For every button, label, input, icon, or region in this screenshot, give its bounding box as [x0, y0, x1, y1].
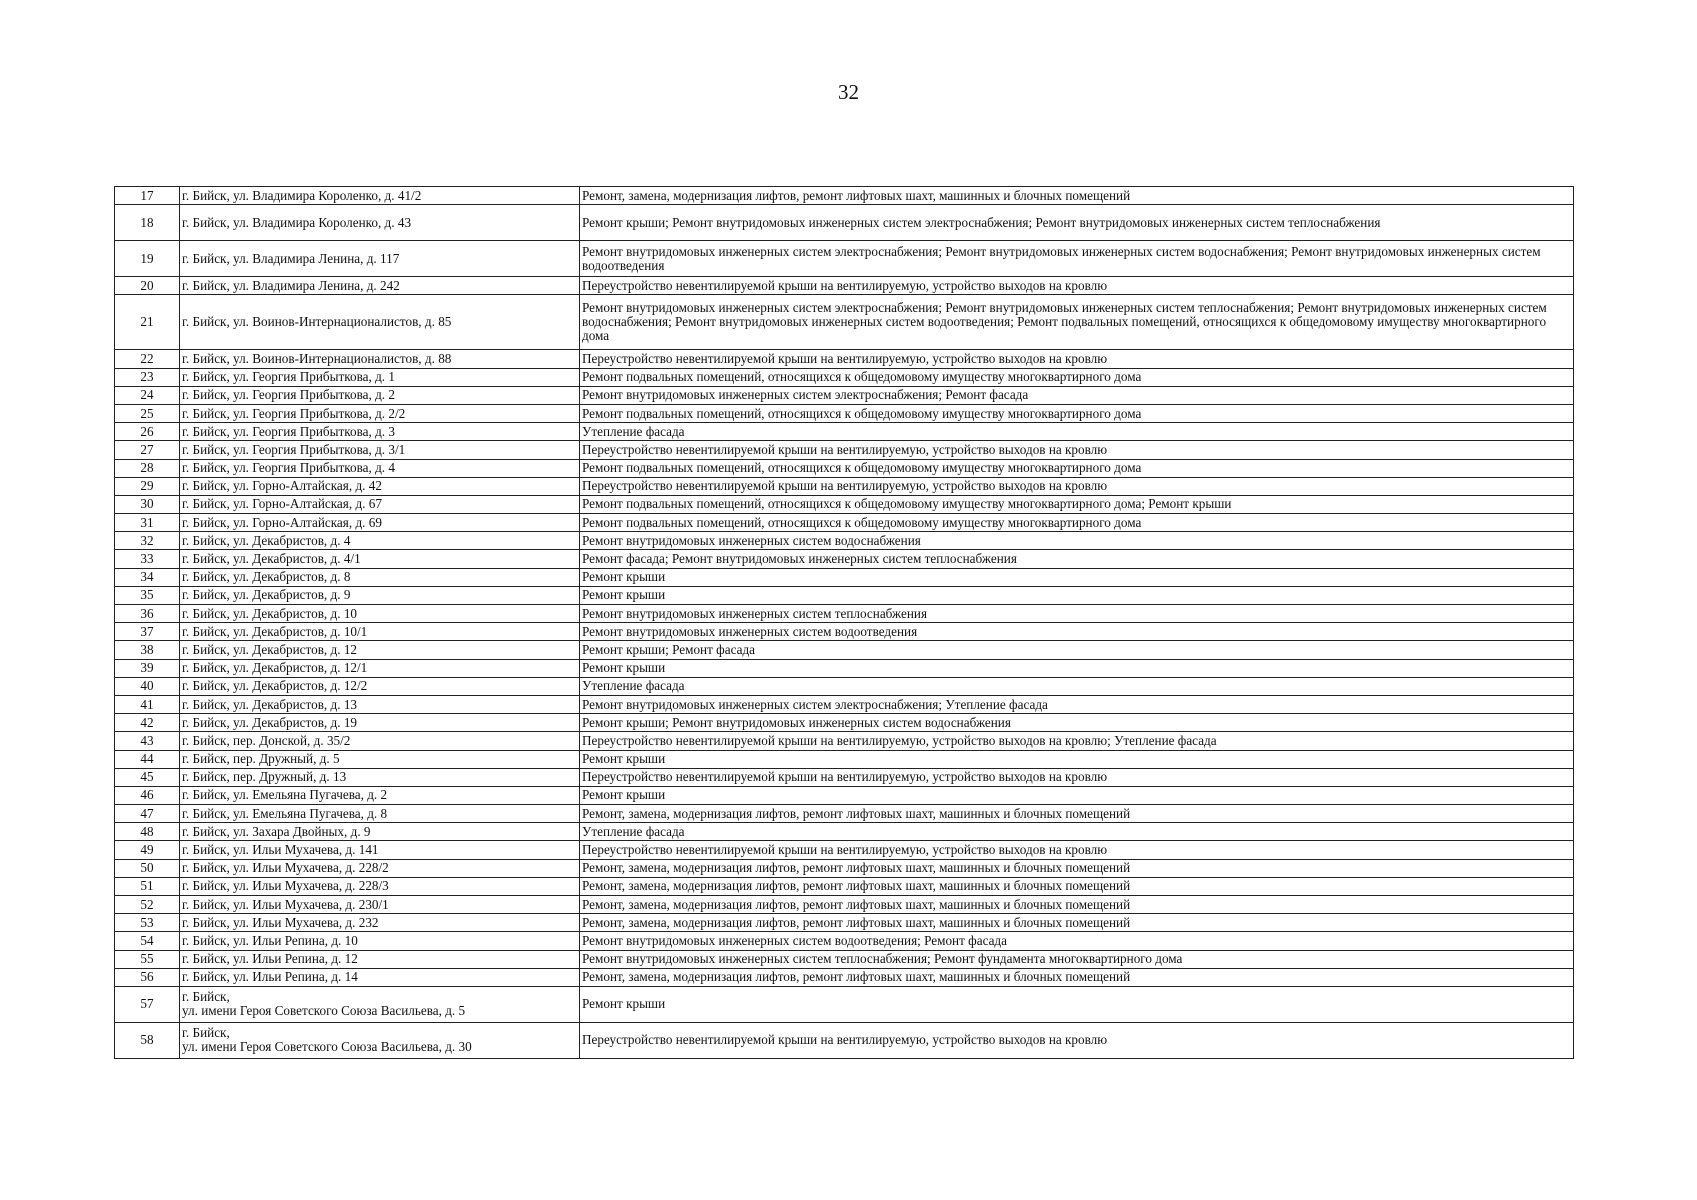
table-row [115, 823, 1574, 841]
row-number-cell: 23 [115, 368, 180, 386]
address-cell: г. Бийск, пер. Дружный, д. 5 [180, 750, 580, 768]
row-number-cell: 58 [115, 1022, 180, 1058]
table-row [115, 550, 1574, 568]
work-type-cell: Переустройство невентилируемой крыши на вентилируемую, устройство выходов на кровлю [580, 441, 1574, 459]
work-type-cell: Ремонт крыши [580, 786, 1574, 804]
work-type-cell: Ремонт, замена, модернизация лифтов, ремонт лифтовых шахт, машинных и блочных помещений [580, 187, 1574, 205]
work-type-cell: Ремонт внутридомовых инженерных систем водоснабжения [580, 532, 1574, 550]
address-cell: г. Бийск, ул. Декабристов, д. 12/2 [180, 677, 580, 695]
row-number-cell: 50 [115, 859, 180, 877]
row-number-cell: 51 [115, 877, 180, 895]
work-type-cell: Ремонт, замена, модернизация лифтов, ремонт лифтовых шахт, машинных и блочных помещений [580, 859, 1574, 877]
work-type-cell: Ремонт подвальных помещений, относящихся к общедомовому имуществу многоквартирного дома [580, 404, 1574, 422]
table-row [115, 659, 1574, 677]
row-number-cell: 37 [115, 623, 180, 641]
table-row [115, 695, 1574, 713]
table-row [115, 423, 1574, 441]
work-type-cell: Ремонт подвальных помещений, относящихся к общедомовому имуществу многоквартирного дома [580, 459, 1574, 477]
work-type-cell: Переустройство невентилируемой крыши на вентилируемую, устройство выходов на кровлю [580, 841, 1574, 859]
address-cell: г. Бийск, ул. Декабристов, д. 9 [180, 586, 580, 604]
work-type-cell: Ремонт подвальных помещений, относящихся к общедомовому имуществу многоквартирного дома; Ремонт крыши [580, 495, 1574, 513]
row-number-cell: 35 [115, 586, 180, 604]
row-number-cell: 44 [115, 750, 180, 768]
row-number-cell: 56 [115, 968, 180, 986]
row-number-cell: 25 [115, 404, 180, 422]
work-type-cell: Ремонт, замена, модернизация лифтов, ремонт лифтовых шахт, машинных и блочных помещений [580, 914, 1574, 932]
address-cell: г. Бийск, ул. Воинов-Интернационалистов, д. 85 [180, 295, 580, 350]
address-cell: г. Бийск, ул. Ильи Мухачева, д. 141 [180, 841, 580, 859]
row-number-cell: 52 [115, 896, 180, 914]
row-number-cell: 49 [115, 841, 180, 859]
table-row [115, 986, 1574, 1022]
work-type-cell: Переустройство невентилируемой крыши на вентилируемую, устройство выходов на кровлю [580, 277, 1574, 295]
table-row [115, 786, 1574, 804]
row-number-cell: 24 [115, 386, 180, 404]
address-cell: г. Бийск, ул. Декабристов, д. 12/1 [180, 659, 580, 677]
address-cell: г. Бийск, ул. Горно-Алтайская, д. 69 [180, 514, 580, 532]
table-row [115, 532, 1574, 550]
work-type-cell: Ремонт крыши [580, 586, 1574, 604]
address-cell: г. Бийск, ул. Емельяна Пугачева, д. 2 [180, 786, 580, 804]
work-type-cell: Переустройство невентилируемой крыши на вентилируемую, устройство выходов на кровлю; Утепление фасада [580, 732, 1574, 750]
address-cell: г. Бийск, ул. Декабристов, д. 19 [180, 714, 580, 732]
address-cell: г. Бийск, ул. Владимира Ленина, д. 242 [180, 277, 580, 295]
row-number-cell: 34 [115, 568, 180, 586]
table-row [115, 932, 1574, 950]
address-cell: г. Бийск, ул. Декабристов, д. 13 [180, 695, 580, 713]
work-type-cell: Ремонт крыши [580, 750, 1574, 768]
address-cell: г. Бийск, ул. Георгия Прибыткова, д. 3 [180, 423, 580, 441]
row-number-cell: 20 [115, 277, 180, 295]
address-cell: г. Бийск, ул. Декабристов, д. 10 [180, 605, 580, 623]
table-row [115, 641, 1574, 659]
table-row [115, 732, 1574, 750]
address-cell: г. Бийск, ул. Ильи Репина, д. 12 [180, 950, 580, 968]
table-row [115, 914, 1574, 932]
row-number-cell: 39 [115, 659, 180, 677]
table-row [115, 441, 1574, 459]
table-row [115, 714, 1574, 732]
row-number-cell: 55 [115, 950, 180, 968]
table-row [115, 386, 1574, 404]
row-number-cell: 30 [115, 495, 180, 513]
table-row [115, 350, 1574, 368]
row-number-cell: 33 [115, 550, 180, 568]
address-cell: г. Бийск, ул. Владимира Короленко, д. 41/2 [180, 187, 580, 205]
work-type-cell: Ремонт, замена, модернизация лифтов, ремонт лифтовых шахт, машинных и блочных помещений [580, 805, 1574, 823]
table-row [115, 841, 1574, 859]
address-cell: г. Бийск, ул. Георгия Прибыткова, д. 4 [180, 459, 580, 477]
row-number-cell: 53 [115, 914, 180, 932]
address-cell: г. Бийск, пер. Дружный, д. 13 [180, 768, 580, 786]
work-type-cell: Ремонт подвальных помещений, относящихся к общедомовому имуществу многоквартирного дома [580, 368, 1574, 386]
page-number: 32 [838, 80, 859, 104]
work-type-cell: Ремонт, замена, модернизация лифтов, ремонт лифтовых шахт, машинных и блочных помещений [580, 877, 1574, 895]
work-type-cell: Ремонт внутридомовых инженерных систем теплоснабжения [580, 605, 1574, 623]
row-number-cell: 43 [115, 732, 180, 750]
work-type-cell: Ремонт фасада; Ремонт внутридомовых инженерных систем теплоснабжения [580, 550, 1574, 568]
work-type-cell: Ремонт крыши; Ремонт фасада [580, 641, 1574, 659]
row-number-cell: 54 [115, 932, 180, 950]
work-type-cell: Утепление фасада [580, 823, 1574, 841]
row-number-cell: 28 [115, 459, 180, 477]
table-row [115, 950, 1574, 968]
table-row [115, 750, 1574, 768]
address-cell: г. Бийск, ул. Горно-Алтайская, д. 67 [180, 495, 580, 513]
table-row [115, 968, 1574, 986]
table-row [115, 805, 1574, 823]
work-type-cell: Ремонт внутридомовых инженерных систем электроснабжения; Утепление фасада [580, 695, 1574, 713]
table-row [115, 277, 1574, 295]
row-number-cell: 48 [115, 823, 180, 841]
table-row [115, 205, 1574, 241]
address-cell: г. Бийск, ул. Георгия Прибыткова, д. 1 [180, 368, 580, 386]
address-cell: г. Бийск, ул. Воинов-Интернационалистов, д. 88 [180, 350, 580, 368]
row-number-cell: 17 [115, 187, 180, 205]
row-number-cell: 32 [115, 532, 180, 550]
row-number-cell: 31 [115, 514, 180, 532]
row-number-cell: 47 [115, 805, 180, 823]
table-row [115, 187, 1574, 205]
address-cell: г. Бийск, ул. Емельяна Пугачева, д. 8 [180, 805, 580, 823]
address-cell: г. Бийск, пер. Донской, д. 35/2 [180, 732, 580, 750]
row-number-cell: 40 [115, 677, 180, 695]
work-type-cell: Ремонт внутридомовых инженерных систем электроснабжения; Ремонт внутридомовых инженерных систем водоснабжения; Ремонт внутридомовых инженерных систем водоотведения [580, 241, 1574, 277]
table-row [115, 877, 1574, 895]
table-row [115, 859, 1574, 877]
address-cell: г. Бийск, ул. Декабристов, д. 4 [180, 532, 580, 550]
address-cell: г. Бийск, ул. Георгия Прибыткова, д. 3/1 [180, 441, 580, 459]
row-number-cell: 36 [115, 605, 180, 623]
address-cell: г. Бийск, ул. Горно-Алтайская, д. 42 [180, 477, 580, 495]
address-cell: г. Бийск, ул. Декабристов, д. 12 [180, 641, 580, 659]
address-cell: г. Бийск, ул. Владимира Короленко, д. 43 [180, 205, 580, 241]
work-type-cell: Ремонт, замена, модернизация лифтов, ремонт лифтовых шахт, машинных и блочных помещений [580, 968, 1574, 986]
work-type-cell: Переустройство невентилируемой крыши на вентилируемую, устройство выходов на кровлю [580, 350, 1574, 368]
buildings-repair-table [114, 186, 1574, 1059]
address-cell: г. Бийск, ул. Декабристов, д. 4/1 [180, 550, 580, 568]
row-number-cell: 19 [115, 241, 180, 277]
work-type-cell: Ремонт внутридомовых инженерных систем электроснабжения; Ремонт внутридомовых инженерных систем теплоснабжения; Ремонт внутридомовых инженерных систем водоснабжения; Ремонт внутридомовых инженерных систем водоотведения; Ремонт подвальных помещений, относящихся к общедомовому имуществу многоквартирного дома [580, 295, 1574, 350]
table-row [115, 623, 1574, 641]
work-type-cell: Ремонт крыши [580, 986, 1574, 1022]
row-number-cell: 26 [115, 423, 180, 441]
address-cell: г. Бийск, ул. Декабристов, д. 8 [180, 568, 580, 586]
table-row [115, 459, 1574, 477]
table-row [115, 404, 1574, 422]
work-type-cell: Ремонт внутридомовых инженерных систем электроснабжения; Ремонт фасада [580, 386, 1574, 404]
work-type-cell: Ремонт крыши [580, 659, 1574, 677]
row-number-cell: 38 [115, 641, 180, 659]
table-row [115, 514, 1574, 532]
table-row [115, 768, 1574, 786]
table-row [115, 896, 1574, 914]
address-cell: г. Бийск, ул. имени Героя Советского Союза Васильева, д. 30 [180, 1022, 580, 1058]
work-type-cell: Ремонт внутридомовых инженерных систем теплоснабжения; Ремонт фундамента многоквартирного дома [580, 950, 1574, 968]
row-number-cell: 27 [115, 441, 180, 459]
address-cell: г. Бийск, ул. Георгия Прибыткова, д. 2/2 [180, 404, 580, 422]
work-type-cell: Ремонт внутридомовых инженерных систем водоотведения; Ремонт фасада [580, 932, 1574, 950]
work-type-cell: Ремонт крыши [580, 568, 1574, 586]
work-type-cell: Ремонт подвальных помещений, относящихся к общедомовому имуществу многоквартирного дома [580, 514, 1574, 532]
address-cell: г. Бийск, ул. Ильи Репина, д. 10 [180, 932, 580, 950]
table-row [115, 295, 1574, 350]
work-type-cell: Ремонт крыши; Ремонт внутридомовых инженерных систем электроснабжения; Ремонт внутридомовых инженерных систем теплоснабжения [580, 205, 1574, 241]
row-number-cell: 57 [115, 986, 180, 1022]
address-cell: г. Бийск, ул. Ильи Мухачева, д. 230/1 [180, 896, 580, 914]
row-number-cell: 42 [115, 714, 180, 732]
address-cell: г. Бийск, ул. Декабристов, д. 10/1 [180, 623, 580, 641]
row-number-cell: 21 [115, 295, 180, 350]
row-number-cell: 45 [115, 768, 180, 786]
address-cell: г. Бийск, ул. Ильи Мухачева, д. 228/2 [180, 859, 580, 877]
address-cell: г. Бийск, ул. Ильи Мухачева, д. 228/3 [180, 877, 580, 895]
table-row [115, 241, 1574, 277]
address-cell: г. Бийск, ул. Ильи Мухачева, д. 232 [180, 914, 580, 932]
table-row [115, 605, 1574, 623]
work-type-cell: Утепление фасада [580, 677, 1574, 695]
work-type-cell: Утепление фасада [580, 423, 1574, 441]
row-number-cell: 41 [115, 695, 180, 713]
table-row [115, 477, 1574, 495]
address-cell: г. Бийск, ул. имени Героя Советского Союза Васильева, д. 5 [180, 986, 580, 1022]
table-row [115, 1022, 1574, 1058]
table-row [115, 586, 1574, 604]
work-type-cell: Переустройство невентилируемой крыши на вентилируемую, устройство выходов на кровлю [580, 768, 1574, 786]
row-number-cell: 29 [115, 477, 180, 495]
address-cell: г. Бийск, ул. Захара Двойных, д. 9 [180, 823, 580, 841]
table-row [115, 677, 1574, 695]
address-cell: г. Бийск, ул. Ильи Репина, д. 14 [180, 968, 580, 986]
table-row [115, 495, 1574, 513]
work-type-cell: Переустройство невентилируемой крыши на вентилируемую, устройство выходов на кровлю [580, 477, 1574, 495]
table-row [115, 368, 1574, 386]
work-type-cell: Ремонт внутридомовых инженерных систем водоотведения [580, 623, 1574, 641]
address-cell: г. Бийск, ул. Георгия Прибыткова, д. 2 [180, 386, 580, 404]
row-number-cell: 46 [115, 786, 180, 804]
row-number-cell: 18 [115, 205, 180, 241]
row-number-cell: 22 [115, 350, 180, 368]
work-type-cell: Ремонт крыши; Ремонт внутридомовых инженерных систем водоснабжения [580, 714, 1574, 732]
table-body [115, 187, 1574, 1059]
work-type-cell: Переустройство невентилируемой крыши на вентилируемую, устройство выходов на кровлю [580, 1022, 1574, 1058]
address-cell: г. Бийск, ул. Владимира Ленина, д. 117 [180, 241, 580, 277]
table-row [115, 568, 1574, 586]
work-type-cell: Ремонт, замена, модернизация лифтов, ремонт лифтовых шахт, машинных и блочных помещений [580, 896, 1574, 914]
